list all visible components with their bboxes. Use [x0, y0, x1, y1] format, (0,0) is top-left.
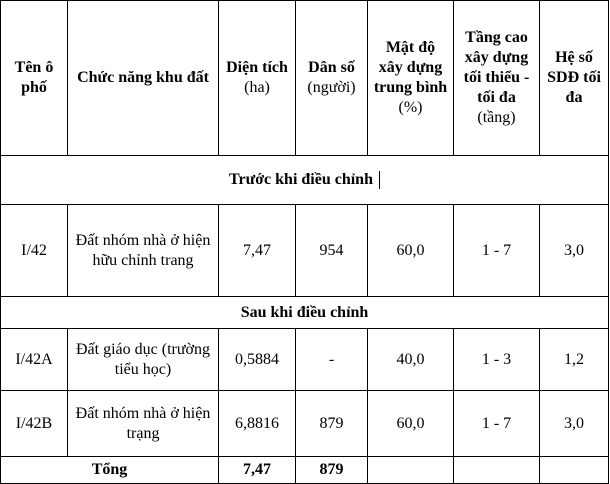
header-lot-title: Tên ô phố	[14, 59, 54, 96]
total-empty-cell	[368, 457, 454, 484]
header-density-unit: (%)	[398, 99, 423, 116]
header-population-title: Dân số	[308, 59, 355, 76]
header-function	[68, 1, 219, 156]
header-density-title: Mật độ xây dựng trung bình	[373, 39, 448, 96]
table-row	[1, 329, 609, 391]
header-population-unit: (người)	[307, 79, 356, 96]
section-before-text: Trước khi điều chỉnh	[229, 171, 373, 188]
cell-lot: I/42A	[1, 329, 68, 391]
header-area-title: Diện tích	[226, 59, 288, 76]
cell-far: 3,0	[540, 205, 609, 297]
header-function-title: Chức năng khu đất	[77, 69, 209, 86]
cell-lot: I/42B	[1, 391, 68, 457]
total-area: 7,47	[219, 457, 296, 484]
header-area-unit: (ha)	[244, 79, 270, 96]
header-row	[1, 1, 609, 156]
text-cursor	[379, 171, 380, 189]
cell-area: 0,5884	[219, 329, 296, 391]
cell-density: 60,0	[368, 391, 454, 457]
cell-density: 40,0	[368, 329, 454, 391]
section-after-label: Sau khi điều chỉnh	[1, 297, 609, 329]
cell-population: -	[296, 329, 368, 391]
section-before-row	[1, 156, 609, 205]
section-after-row	[1, 297, 609, 329]
cell-population: 954	[296, 205, 368, 297]
header-floors-title: Tầng cao xây dựng tối thiểu - tối đa	[463, 29, 530, 106]
cell-floors: 1 - 7	[454, 205, 540, 297]
header-area	[219, 1, 296, 156]
cell-area: 6,8816	[219, 391, 296, 457]
header-lot	[1, 1, 68, 156]
total-label: Tổng	[1, 457, 219, 484]
total-empty-cell	[540, 457, 609, 484]
header-far-title: Hệ số SDĐ tối đa	[547, 49, 601, 106]
cell-floors: 1 - 7	[454, 391, 540, 457]
cell-population: 879	[296, 391, 368, 457]
cell-floors: 1 - 3	[454, 329, 540, 391]
cell-function: Đất nhóm nhà ở hiện hữu chỉnh trang	[68, 205, 219, 297]
table-row	[1, 205, 609, 297]
cell-lot: I/42	[1, 205, 68, 297]
header-far	[540, 1, 609, 156]
cell-density: 60,0	[368, 205, 454, 297]
total-population: 879	[296, 457, 368, 484]
cell-function: Đất giáo dục (trường tiểu học)	[68, 329, 219, 391]
section-before-label	[1, 156, 609, 205]
total-empty-cell	[454, 457, 540, 484]
header-density	[368, 1, 454, 156]
cell-function: Đất nhóm nhà ở hiện trạng	[68, 391, 219, 457]
table-row	[1, 391, 609, 457]
header-floors-unit: (tầng)	[477, 109, 516, 126]
cell-far: 3,0	[540, 391, 609, 457]
total-row	[1, 457, 609, 484]
cell-area: 7,47	[219, 205, 296, 297]
cell-far: 1,2	[540, 329, 609, 391]
header-floors	[454, 1, 540, 156]
header-population	[296, 1, 368, 156]
